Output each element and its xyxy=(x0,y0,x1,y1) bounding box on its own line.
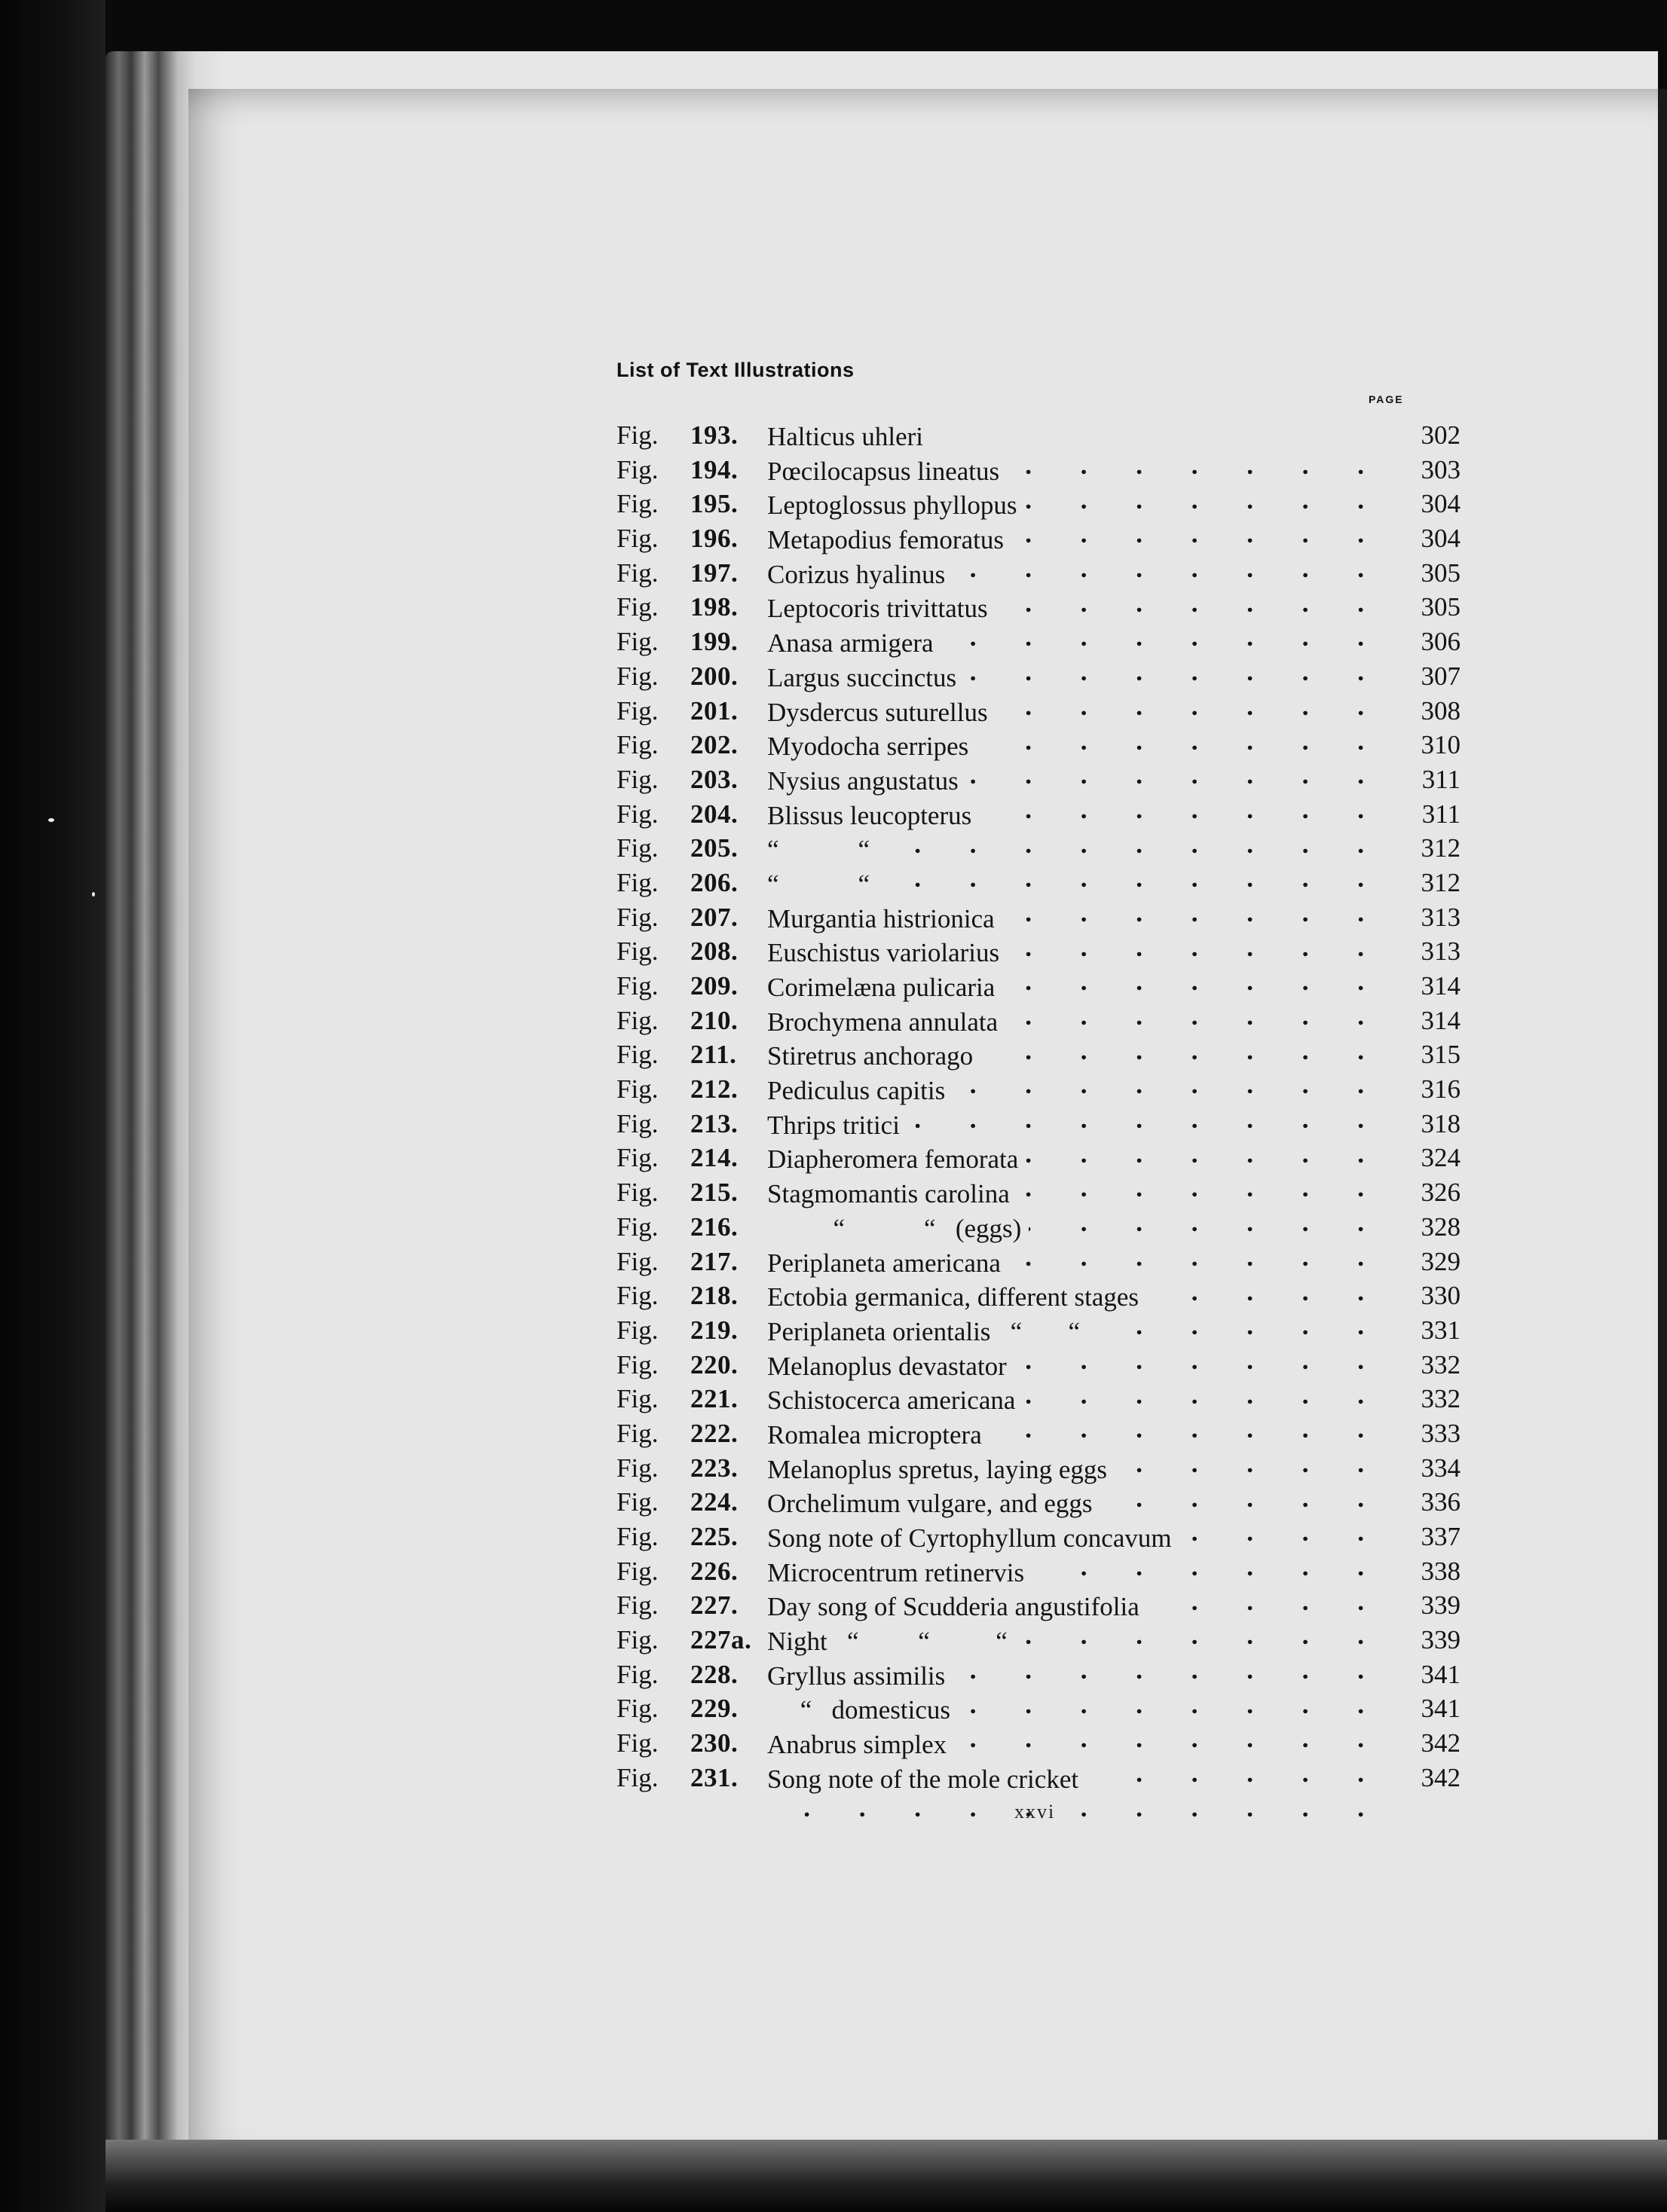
figure-number: 229. xyxy=(690,1694,739,1724)
figure-number: 222. xyxy=(690,1418,739,1448)
figure-prefix: Fig. xyxy=(616,1143,659,1173)
page-number: 341 xyxy=(1421,1694,1461,1724)
page-number: 305 xyxy=(1421,558,1461,588)
figure-title: Pediculus capitis xyxy=(767,1076,953,1105)
figure-title: Periplaneta orientalis “ “ xyxy=(767,1317,1087,1346)
list-item xyxy=(616,1279,1461,1314)
page-number: 336 xyxy=(1421,1487,1461,1517)
figure-prefix: Fig. xyxy=(616,1246,659,1276)
figure-title: Schistocerca americana xyxy=(767,1386,1023,1415)
figure-title: Diapheromera femorata xyxy=(767,1144,1026,1174)
page-number: 308 xyxy=(1421,695,1461,726)
figure-prefix: Fig. xyxy=(616,1556,659,1586)
figure-title: Anabrus simplex xyxy=(767,1730,954,1759)
figure-title: Corimelæna pulicaria xyxy=(767,973,1002,1002)
figure-prefix: Fig. xyxy=(616,764,659,794)
list-item xyxy=(616,1349,1461,1383)
figure-number: 202. xyxy=(690,730,739,760)
figure-prefix: Fig. xyxy=(616,902,659,932)
page-number: 310 xyxy=(1421,730,1461,760)
figure-prefix: Fig. xyxy=(616,971,659,1001)
page-number: 315 xyxy=(1421,1040,1461,1070)
list-item xyxy=(616,1589,1461,1624)
figure-title: Stagmomantis carolina xyxy=(767,1179,1017,1208)
page-number: 324 xyxy=(1421,1143,1461,1173)
scan-speck xyxy=(92,892,95,897)
figure-prefix: Fig. xyxy=(616,936,659,967)
figure-title: Pœcilocapsus lineatus xyxy=(767,457,1007,486)
page-number: 333 xyxy=(1421,1418,1461,1448)
figure-title: Periplaneta americana xyxy=(767,1248,1008,1278)
figure-number: 199. xyxy=(690,627,739,657)
figure-title: Dysdercus suturellus xyxy=(767,698,996,727)
figure-prefix: Fig. xyxy=(616,833,659,863)
page-number: 304 xyxy=(1421,524,1461,554)
figure-title: Corizus hyalinus xyxy=(767,560,953,589)
figure-number: 216. xyxy=(690,1211,739,1242)
figure-title: Gryllus assimilis xyxy=(767,1661,953,1691)
list-item xyxy=(616,1038,1461,1073)
figure-number: 209. xyxy=(690,971,739,1001)
list-item xyxy=(616,1624,1461,1658)
figure-title: “ domesticus xyxy=(767,1695,958,1725)
figure-title: Blissus leucopterus xyxy=(767,801,979,830)
scan-speck xyxy=(48,818,54,822)
figure-number: 196. xyxy=(690,524,739,554)
figure-prefix: Fig. xyxy=(616,661,659,691)
page-number: 303 xyxy=(1421,454,1461,484)
page-folio: xxvi xyxy=(1014,1801,1056,1822)
figure-number: 214. xyxy=(690,1143,739,1173)
figure-number: 227a. xyxy=(690,1625,752,1655)
list-item xyxy=(616,1452,1461,1486)
figure-title: Brochymena annulata xyxy=(767,1007,1005,1037)
figure-title: Romalea microptera xyxy=(767,1420,989,1450)
list-item xyxy=(616,454,1461,488)
figure-number: 215. xyxy=(690,1178,739,1208)
list-item xyxy=(616,1314,1461,1349)
list-item xyxy=(616,729,1461,763)
figure-title: Thrips tritici xyxy=(767,1111,907,1140)
figure-prefix: Fig. xyxy=(616,1453,659,1483)
figure-number: 218. xyxy=(690,1281,739,1311)
figure-number: 223. xyxy=(690,1453,739,1483)
figure-number: 213. xyxy=(690,1108,739,1138)
figure-number: 221. xyxy=(690,1384,739,1414)
page-number: 339 xyxy=(1421,1590,1461,1621)
figure-prefix: Fig. xyxy=(616,1522,659,1551)
page-number: 334 xyxy=(1421,1453,1461,1483)
figure-number: 193. xyxy=(690,420,739,450)
list-item xyxy=(616,1073,1461,1108)
list-item xyxy=(616,1555,1461,1590)
figure-prefix: Fig. xyxy=(616,1487,659,1517)
list-item xyxy=(616,1141,1461,1176)
page-number: 341 xyxy=(1421,1659,1461,1689)
figure-number: 208. xyxy=(690,936,739,967)
figure-number: 198. xyxy=(690,592,739,622)
page-heading: List of Text Illustrations xyxy=(616,359,855,381)
figure-number: 231. xyxy=(690,1762,739,1792)
figure-prefix: Fig. xyxy=(616,1694,659,1724)
figure-prefix: Fig. xyxy=(616,1625,659,1655)
figure-title: “ “ (eggs) xyxy=(767,1214,1029,1243)
figure-prefix: Fig. xyxy=(616,730,659,760)
figure-prefix: Fig. xyxy=(616,1418,659,1448)
figure-title: Euschistus variolarius xyxy=(767,938,1007,967)
figure-number: 217. xyxy=(690,1246,739,1276)
figure-number: 224. xyxy=(690,1487,739,1517)
figure-title: “ “ xyxy=(767,835,877,864)
figure-title: Melanoplus devastator xyxy=(767,1352,1014,1381)
page-number: 342 xyxy=(1421,1762,1461,1792)
figure-prefix: Fig. xyxy=(616,695,659,726)
figure-title: “ “ xyxy=(767,869,877,899)
figure-title: Anasa armigera xyxy=(767,628,941,658)
figure-number: 206. xyxy=(690,867,739,897)
list-item xyxy=(616,1108,1461,1142)
figure-title: Song note of the mole cricket xyxy=(767,1764,1086,1794)
list-item xyxy=(616,1692,1461,1727)
figure-prefix: Fig. xyxy=(616,524,659,554)
list-item xyxy=(616,1727,1461,1761)
page-number: 306 xyxy=(1421,627,1461,657)
figure-number: 210. xyxy=(690,1005,739,1035)
figure-number: 195. xyxy=(690,489,739,519)
list-item xyxy=(616,763,1461,798)
figure-prefix: Fig. xyxy=(616,1659,659,1689)
figure-title: Day song of Scudderia angustifolia xyxy=(767,1592,1147,1621)
list-item xyxy=(616,1417,1461,1452)
list-item xyxy=(616,1520,1461,1555)
page-number: 332 xyxy=(1421,1349,1461,1379)
page-number: 313 xyxy=(1421,902,1461,932)
scan-background-left xyxy=(0,0,106,2212)
figure-prefix: Fig. xyxy=(616,592,659,622)
figure-title: Stiretrus anchorago xyxy=(767,1041,980,1071)
page-number: 316 xyxy=(1421,1074,1461,1104)
figure-title: Murgantia histrionica xyxy=(767,904,1002,933)
figure-title: Melanoplus spretus, laying eggs xyxy=(767,1455,1115,1484)
figure-number: 194. xyxy=(690,454,739,484)
figure-prefix: Fig. xyxy=(616,799,659,829)
page-number: 330 xyxy=(1421,1281,1461,1311)
dot-leaders xyxy=(767,1763,1385,1823)
figure-title: Ectobia germanica, different stages xyxy=(767,1282,1146,1312)
figure-prefix: Fig. xyxy=(616,1108,659,1138)
page-number: 304 xyxy=(1421,489,1461,519)
list-item xyxy=(616,695,1461,729)
figure-prefix: Fig. xyxy=(616,1211,659,1242)
figure-title: Leptocoris trivittatus xyxy=(767,594,996,623)
figure-prefix: Fig. xyxy=(616,1005,659,1035)
figure-prefix: Fig. xyxy=(616,1074,659,1104)
page-number: 312 xyxy=(1421,867,1461,897)
figure-number: 228. xyxy=(690,1659,739,1689)
page-number: 331 xyxy=(1421,1315,1461,1345)
list-item xyxy=(616,832,1461,866)
figure-title: Orchelimum vulgare, and eggs xyxy=(767,1489,1100,1518)
page-number: 313 xyxy=(1421,936,1461,967)
page-number: 326 xyxy=(1421,1178,1461,1208)
list-item xyxy=(616,1211,1461,1245)
figure-prefix: Fig. xyxy=(616,1040,659,1070)
page-number: 305 xyxy=(1421,592,1461,622)
figure-prefix: Fig. xyxy=(616,454,659,484)
figure-title: Microcentrum retinervis xyxy=(767,1558,1032,1587)
list-item xyxy=(616,1245,1461,1280)
figure-title: Night “ “ “ xyxy=(767,1627,1015,1656)
figure-prefix: Fig. xyxy=(616,1349,659,1379)
list-item xyxy=(616,1004,1461,1039)
page-number: 318 xyxy=(1421,1108,1461,1138)
list-item xyxy=(616,901,1461,936)
figure-title: Leptoglossus phyllopus xyxy=(767,490,1025,520)
figure-prefix: Fig. xyxy=(616,1762,659,1792)
figure-prefix: Fig. xyxy=(616,627,659,657)
list-item xyxy=(616,866,1461,901)
figure-number: 197. xyxy=(690,558,739,588)
page-number: 332 xyxy=(1421,1384,1461,1414)
list-item xyxy=(616,557,1461,591)
figure-prefix: Fig. xyxy=(616,1728,659,1758)
page-number: 339 xyxy=(1421,1625,1461,1655)
page-number: 314 xyxy=(1421,971,1461,1001)
figure-number: 203. xyxy=(690,764,739,794)
list-item xyxy=(616,1176,1461,1211)
figure-prefix: Fig. xyxy=(616,1178,659,1208)
figure-number: 200. xyxy=(690,661,739,691)
list-item xyxy=(616,1761,1461,1796)
page-number: 302 xyxy=(1421,420,1461,450)
figure-number: 201. xyxy=(690,695,739,726)
figure-prefix: Fig. xyxy=(616,420,659,450)
figure-number: 211. xyxy=(690,1040,737,1070)
figure-prefix: Fig. xyxy=(616,867,659,897)
page-number: 329 xyxy=(1421,1246,1461,1276)
figure-number: 204. xyxy=(690,799,739,829)
figure-number: 219. xyxy=(690,1315,739,1345)
page-number: 338 xyxy=(1421,1556,1461,1586)
page-column-label: PAGE xyxy=(1369,393,1404,405)
page-number: 307 xyxy=(1421,661,1461,691)
list-item xyxy=(616,1658,1461,1693)
figure-number: 230. xyxy=(690,1728,739,1758)
figure-prefix: Fig. xyxy=(616,1281,659,1311)
page-number: 337 xyxy=(1421,1522,1461,1551)
list-item xyxy=(616,591,1461,625)
illustration-list xyxy=(616,419,1461,1796)
figure-title: Largus succinctus xyxy=(767,663,964,692)
figure-number: 207. xyxy=(690,902,739,932)
page-number: 342 xyxy=(1421,1728,1461,1758)
figure-number: 227. xyxy=(690,1590,739,1621)
list-item xyxy=(616,970,1461,1004)
list-item xyxy=(616,1382,1461,1417)
figure-number: 225. xyxy=(690,1522,739,1551)
list-item xyxy=(616,522,1461,557)
scan-background-right xyxy=(1658,89,1667,2168)
list-item xyxy=(616,625,1461,660)
figure-title: Metapodius femoratus xyxy=(767,525,1011,555)
list-item xyxy=(616,487,1461,522)
figure-prefix: Fig. xyxy=(616,558,659,588)
page-number: 314 xyxy=(1421,1005,1461,1035)
page-number: 328 xyxy=(1421,1211,1461,1242)
figure-title: Song note of Cyrtophyllum concavum xyxy=(767,1523,1179,1553)
list-item xyxy=(616,660,1461,695)
page-number: 311 xyxy=(1421,799,1461,829)
list-item xyxy=(616,419,1461,454)
figure-prefix: Fig. xyxy=(616,1315,659,1345)
figure-prefix: Fig. xyxy=(616,1384,659,1414)
figure-number: 212. xyxy=(690,1074,739,1104)
figure-title: Myodocha serripes xyxy=(767,732,976,761)
figure-title: Halticus uhleri xyxy=(767,422,931,451)
list-item xyxy=(616,1486,1461,1520)
figure-prefix: Fig. xyxy=(616,1590,659,1621)
scan-background-bottom xyxy=(106,2140,1667,2212)
figure-number: 205. xyxy=(690,833,739,863)
figure-title: Nysius angustatus xyxy=(767,766,966,796)
list-item xyxy=(616,798,1461,833)
figure-number: 220. xyxy=(690,1349,739,1379)
page-number: 311 xyxy=(1421,764,1461,794)
list-item xyxy=(616,935,1461,970)
figure-prefix: Fig. xyxy=(616,489,659,519)
page-number: 312 xyxy=(1421,833,1461,863)
figure-number: 226. xyxy=(690,1556,739,1586)
